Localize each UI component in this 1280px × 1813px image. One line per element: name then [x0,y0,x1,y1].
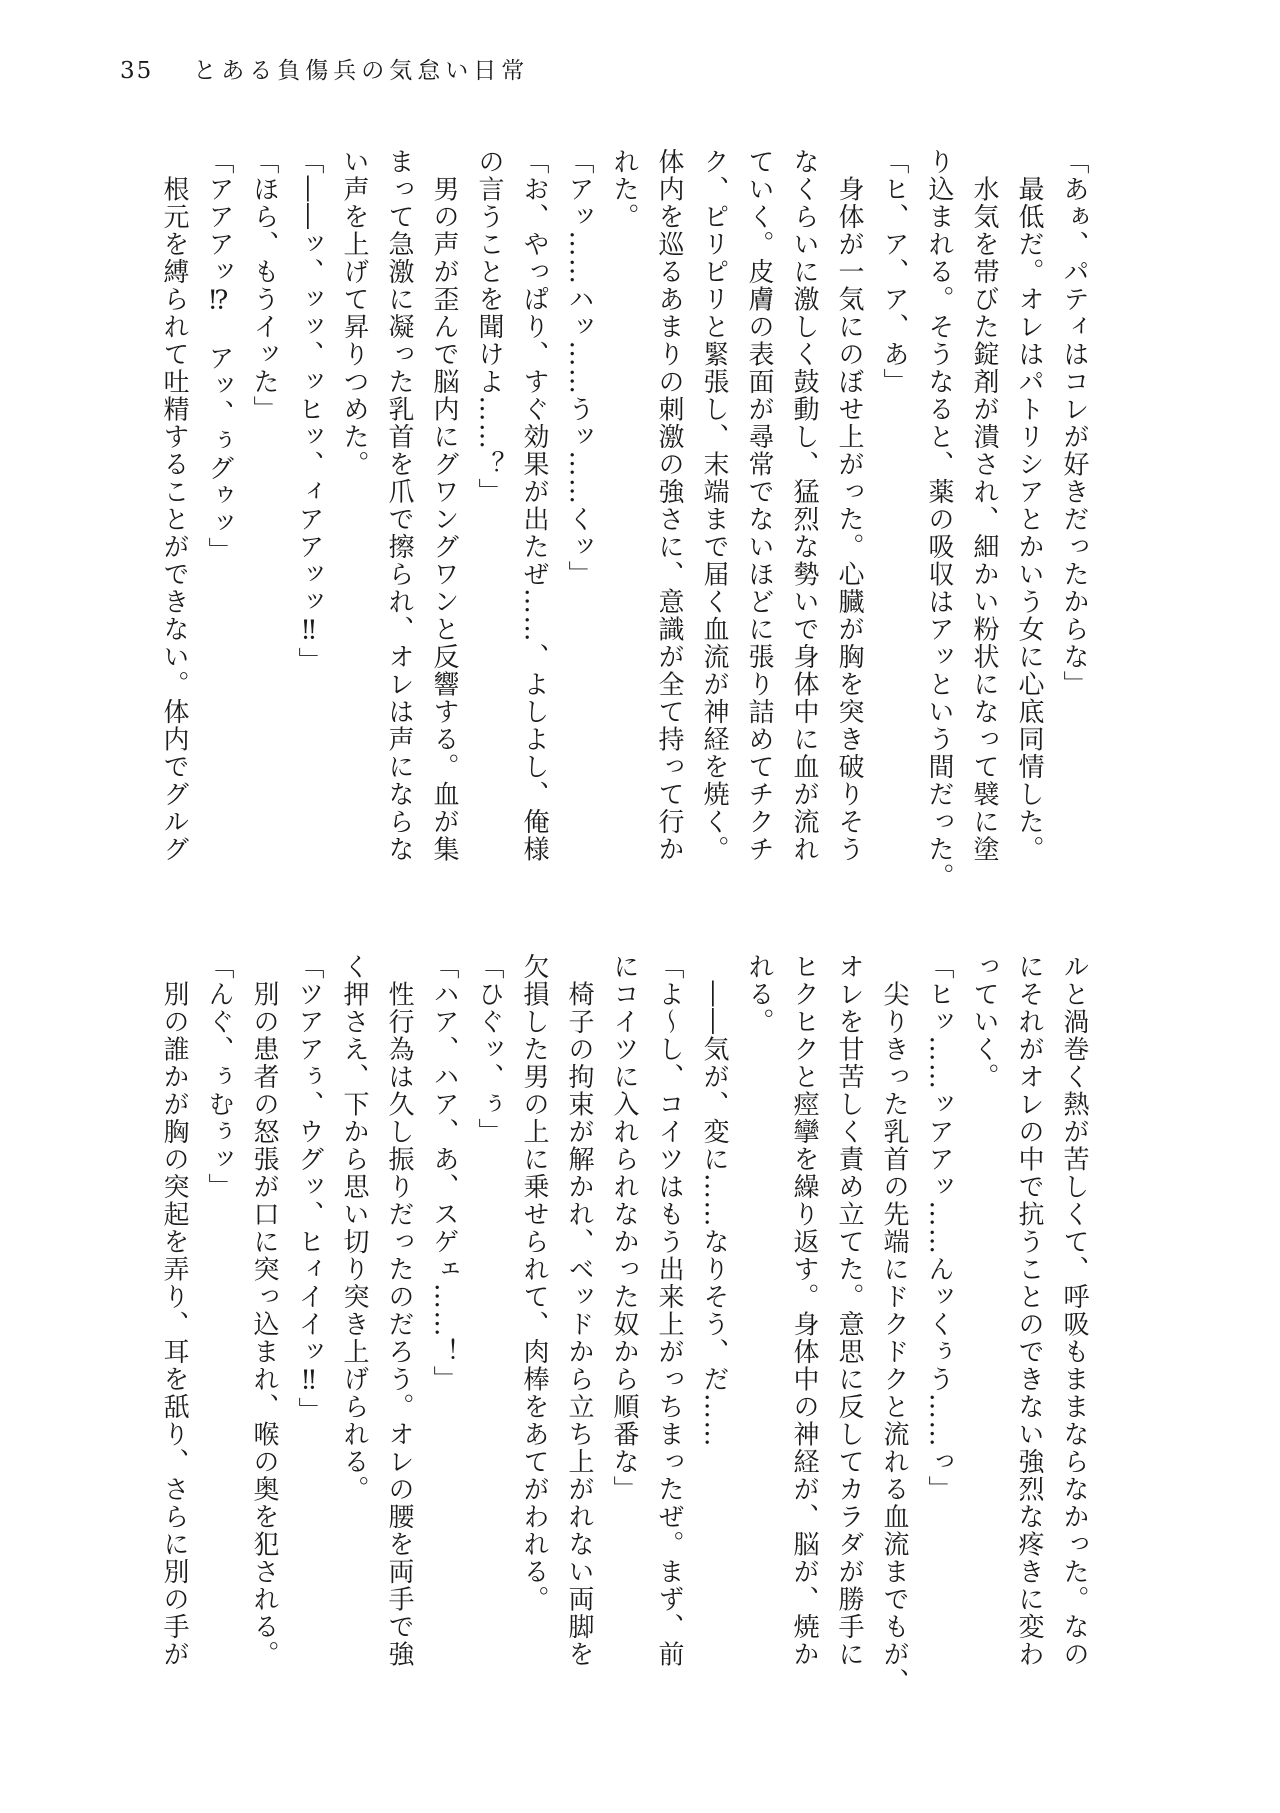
text-line: 「ほら、もうイッた」 [249,148,279,423]
text-line: 最低だ。オレはパトリシアとかいう女に心底同情した。 [1014,148,1044,863]
text-line: オレを甘苦しく責め立てた。意思に反してカラダが勝手に [834,953,864,1668]
text-line: 「アアアッ⁉ アッ、ぅグゥッ」 [204,148,234,565]
text-line: れる。 [744,953,774,1036]
text-line: ク、ピリピリと緊張し、末端まで届く血流が神経を焼く。 [699,148,729,863]
text-line: っていく。 [969,953,999,1091]
text-line: 欠損した男の上に乗せられて、肉棒をあてがわれる。 [519,953,549,1613]
text-line: 「――ッ、ッッ、ッヒッ、ィアアッッ‼」 [294,148,324,675]
text-line: く押さえ、下から思い切り突き上げられる。 [339,953,369,1503]
page-header [120,52,529,85]
text-line: 「ひぐッ、ぅ」 [474,953,504,1146]
text-line: 「ハア、ハア、あ、スゲェ……！」 [429,953,459,1393]
text-line: 性行為は久し振りだったのだろう。オレの腰を両手で強 [384,953,414,1668]
text-line: れた。 [609,148,639,231]
text-line: 尖りきった乳首の先端にドクドクと流れる血流までもが、 [879,953,909,1696]
text-line: 身体が一気にのぼせ上がった。心臓が胸を突き破りそう [834,148,864,863]
text-line: にそれがオレの中で抗うことのできない強烈な疼きに変わ [1014,953,1044,1668]
text-line: 「アッ……ハッ……うッ……くッ」 [564,148,594,588]
running-title: とある負傷兵の気怠い日常 [193,58,530,84]
text-line: まって急激に凝った乳首を爪で擦られ、オレは声にならな [384,148,414,863]
text-line: ヒクヒクと痙攣を繰り返す。身体中の神経が、脳が、焼か [789,953,819,1668]
text-line: 別の患者の怒張が口に突っ込まれ、喉の奥を犯される。 [249,953,279,1668]
text-line: 「んぐ、ぅむぅッ」 [204,953,234,1201]
page-number: 35 [120,58,154,84]
text-block-bottom [151,953,1096,1701]
text-line: 「あぁ、パティはコレが好きだったからな」 [1059,148,1089,698]
text-line: 別の誰かが胸の突起を弄り、耳を舐り、さらに別の手が [159,953,189,1668]
text-line: 体内を巡るあまりの刺激の強さに、意識が全て持って行か [654,148,684,863]
text-line: 水気を帯びた錠剤が潰され、細かい粉状になって襞に塗 [969,148,999,863]
text-line: 「ヒッ……ッアアッ……んッくぅう……っ」 [924,953,954,1503]
text-line: 「よ〜し、コイツはもう出来上がっちまったぜ。まず、前 [654,953,684,1668]
text-line: 男の声が歪んで脳内にグワングワンと反響する。血が集 [429,148,459,863]
text-line: にコイツに入れられなかった奴から順番な」 [609,953,639,1503]
text-line: なくらいに激しく鼓動し、猛烈な勢いで身体中に血が流れ [789,148,819,863]
text-line: ルと渦巻く熱が苦しくて、呼吸もままならなかった。なの [1059,953,1089,1668]
text-line: 「お、やっぱり、すぐ効果が出たぜ……、よしよし、俺様 [519,148,549,863]
text-line: り込まれる。そうなると、薬の吸収はアッという間だった。 [924,148,954,891]
text-line: 椅子の拘束が解かれ、ベッドから立ち上がれない両脚を [564,953,594,1668]
text-line: い声を上げて昇りつめた。 [339,148,369,478]
text-line: 「ツアアぅ、ウグッ、ヒィイイッ‼」 [294,953,324,1425]
text-line: 根元を縛られて吐精することができない。体内でグルグ [159,148,189,863]
text-line: ――気が、変に……なりそう、だ…… [699,953,729,1448]
text-block-top [151,148,1096,896]
text-line: の言うことを聞けよ……？」 [474,148,504,506]
text-line: 「ヒ、ア、ア、あ」 [879,148,909,396]
text-line: ていく。皮膚の表面が尋常でないほどに張り詰めてチクチ [744,148,774,863]
